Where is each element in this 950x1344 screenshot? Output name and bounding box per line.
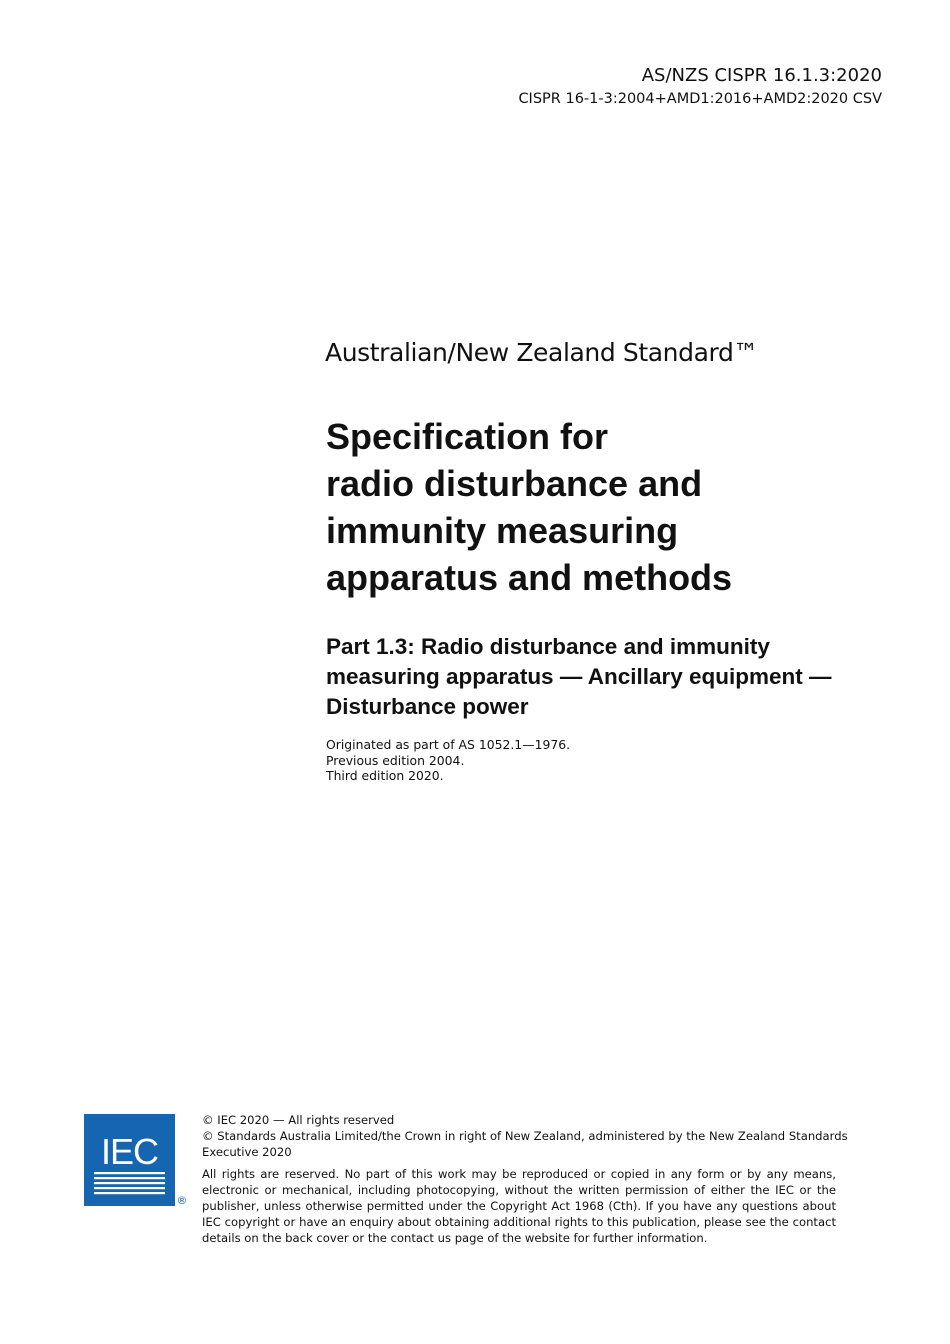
copyright-notice (202, 1112, 878, 1246)
logo-stripe (94, 1187, 165, 1189)
part-title-line: Disturbance power (326, 694, 529, 719)
title-line: immunity measuring (326, 510, 679, 551)
part-title (326, 632, 906, 722)
part-title-line: Part 1.3: Radio disturbance and immunity (326, 634, 770, 659)
iec-logo (84, 1114, 188, 1208)
sa-copyright-line: © Standards Australia Limited/the Crown in right of New Zealand, administered by the New Zealand Standards (202, 1129, 848, 1143)
standard-number: AS/NZS CISPR 16.1.3:2020 (641, 65, 882, 86)
history-line: Originated as part of AS 1052.1—1976. (326, 737, 571, 752)
logo-stripe (94, 1182, 165, 1184)
document-title (326, 413, 886, 601)
history-line: Previous edition 2004. (326, 752, 465, 768)
standard-type-label: Australian/New Zealand Standard™ (325, 338, 759, 367)
document-designation (518, 64, 882, 110)
registered-mark-icon: ® (176, 1194, 188, 1207)
logo-stripe (94, 1177, 165, 1179)
source-standard-number: CISPR 16-1-3:2004+AMD1:2016+AMD2:2020 CSV (518, 91, 882, 107)
copyright-holders (202, 1112, 878, 1160)
title-line: apparatus and methods (326, 557, 733, 598)
part-title-line: measuring apparatus — Ancillary equipment — (326, 664, 832, 689)
rights-statement: All rights are reserved. No part of this work may be reproduced or copied in any form or by any means, electronic or mechanical, including photocopying, without the written permission of either the IEC or the publisher, unless otherwise permitted under the Copyright Act 1968 (Cth). If you have any questions about IEC copyright or have an enquiry about obtaining additional rights to this publication, please see the contact details on the back cover or the contact us page of the website for further information. (202, 1167, 836, 1245)
sa-copyright-line-continued: Executive 2020 (202, 1145, 292, 1159)
history-line: Third edition 2020. (326, 768, 444, 783)
title-line: Specification for (326, 416, 609, 457)
iec-logo-text: IEC (100, 1131, 159, 1172)
iec-copyright-line: © IEC 2020 — All rights reserved (202, 1113, 395, 1127)
title-line: radio disturbance and (326, 463, 703, 504)
edition-history (326, 737, 570, 784)
logo-stripe (94, 1192, 165, 1194)
logo-stripe (94, 1172, 165, 1174)
